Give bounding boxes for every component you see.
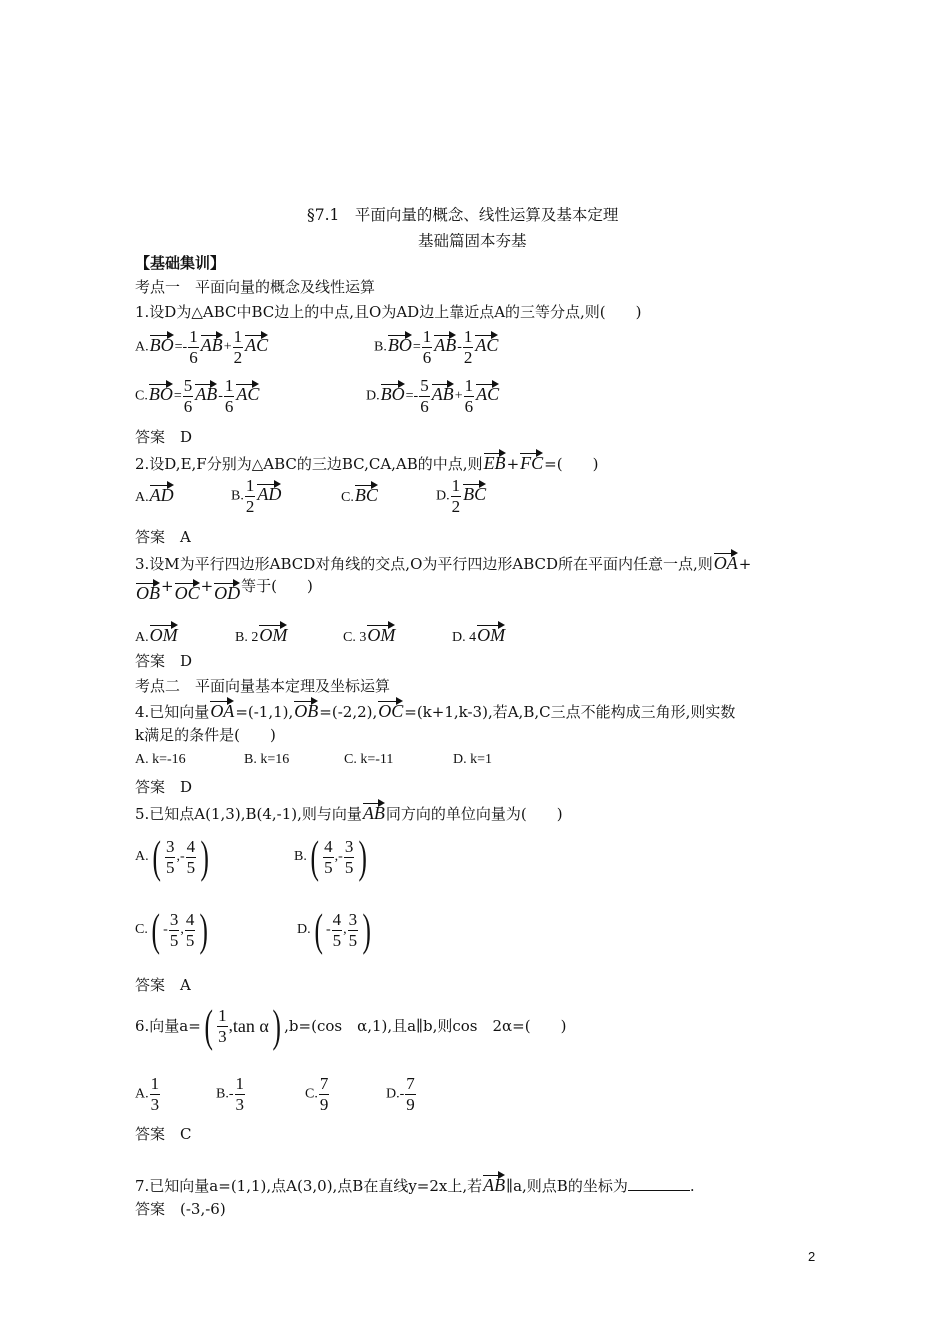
question-7-stem bbox=[135, 1170, 695, 1196]
fraction bbox=[185, 910, 196, 951]
numerator: 3 bbox=[165, 836, 175, 856]
numerator: 1 bbox=[233, 327, 243, 346]
stem-text: ∥a,则点B的坐标为 bbox=[506, 1177, 628, 1195]
option-label: D. bbox=[297, 922, 311, 937]
stem-text: 等于( ) bbox=[241, 577, 313, 595]
q4-option-b: B. k=16 bbox=[244, 752, 290, 767]
denominator: 2 bbox=[233, 348, 243, 367]
numerator: 3 bbox=[348, 909, 358, 929]
question-5-stem bbox=[135, 798, 563, 824]
symbol: , bbox=[180, 922, 184, 937]
page-subtitle: 基础篇固本夯基 bbox=[418, 232, 527, 250]
q5-option-c bbox=[135, 904, 212, 955]
numerator: 5 bbox=[420, 376, 429, 395]
fraction bbox=[348, 910, 359, 951]
left-paren: ( bbox=[310, 831, 319, 882]
vector-ab: AB bbox=[432, 379, 454, 405]
stem-text: 3.设M为平行四边形ABCD对角线的交点,O为平行四边形ABCD所在平面内任意一点,则 bbox=[135, 555, 713, 573]
q2-answer: 答案 A bbox=[135, 528, 191, 546]
q5-option-a bbox=[135, 831, 212, 882]
vector-oa: OA bbox=[714, 548, 738, 573]
stem-text: =(-1,1), bbox=[235, 703, 294, 721]
q2-option-b bbox=[231, 476, 282, 517]
fraction bbox=[419, 376, 430, 417]
fraction bbox=[224, 376, 235, 417]
stem-text: 2.设D,E,F分别为△ABC的三边BC,CA,AB的中点,则 bbox=[135, 455, 483, 473]
vector-bo: BO bbox=[381, 379, 405, 405]
option-label: B. 2 bbox=[235, 630, 259, 645]
vector-ob: OB bbox=[136, 578, 160, 603]
vector-ac: AC bbox=[245, 330, 268, 356]
denominator: 5 bbox=[324, 857, 333, 877]
fraction bbox=[165, 837, 176, 878]
fraction bbox=[186, 837, 197, 878]
left-paren: ( bbox=[151, 904, 160, 955]
symbol: + bbox=[506, 455, 520, 473]
option-label: C. bbox=[135, 388, 148, 404]
numerator: 1 bbox=[235, 1074, 245, 1093]
vector-ob: OB bbox=[294, 696, 318, 721]
fraction bbox=[323, 837, 334, 878]
q3-option-d bbox=[452, 620, 506, 646]
option-label: D. bbox=[386, 1086, 400, 1102]
denominator: 2 bbox=[451, 497, 461, 516]
topic-heading-1: 考点一 平面向量的概念及线性运算 bbox=[135, 278, 376, 296]
stem-text: 7.已知向量a=(1,1),点A(3,0),点B在直线y=2x上,若 bbox=[135, 1177, 483, 1195]
fraction bbox=[235, 1074, 246, 1115]
q3-answer: 答案 D bbox=[135, 652, 193, 670]
symbol: , bbox=[176, 849, 180, 864]
numerator: 4 bbox=[332, 909, 342, 929]
vector-bo: BO bbox=[150, 330, 174, 356]
numerator: 4 bbox=[186, 836, 196, 856]
symbol: + bbox=[200, 577, 214, 595]
section-label: 【基础集训】 bbox=[135, 254, 226, 272]
topic-heading-2: 考点二 平面向量基本定理及坐标运算 bbox=[135, 677, 391, 695]
numerator: 1 bbox=[451, 476, 461, 495]
symbol: - bbox=[399, 1086, 405, 1102]
option-label: D. bbox=[436, 488, 450, 504]
fraction bbox=[451, 476, 462, 517]
q1-option-b bbox=[374, 327, 499, 368]
symbol: =- bbox=[405, 388, 419, 404]
denominator: 3 bbox=[235, 1095, 245, 1114]
numerator: 4 bbox=[185, 909, 195, 929]
denominator: 5 bbox=[185, 930, 195, 950]
vector-ab: AB bbox=[483, 1170, 505, 1195]
denominator: 6 bbox=[464, 397, 474, 416]
symbol: , bbox=[343, 922, 347, 937]
symbol: - bbox=[338, 849, 343, 864]
q2-option-a bbox=[135, 480, 175, 506]
numerator: 7 bbox=[319, 1074, 329, 1093]
q3-option-a bbox=[135, 620, 179, 646]
denominator: 5 bbox=[186, 857, 196, 877]
denominator: 6 bbox=[189, 348, 198, 367]
fraction bbox=[344, 837, 355, 878]
symbol: - bbox=[228, 1086, 234, 1102]
option-label: C. bbox=[305, 1086, 318, 1102]
vector-om: OM bbox=[367, 620, 395, 646]
vector-od: OD bbox=[214, 578, 240, 603]
vector-ab: AB bbox=[434, 330, 456, 356]
option-label: C. 3 bbox=[343, 630, 367, 645]
question-4-stem-line2: k满足的条件是( ) bbox=[135, 726, 276, 744]
q1-option-d bbox=[366, 376, 500, 417]
numerator: 1 bbox=[464, 376, 474, 395]
fraction bbox=[332, 910, 343, 951]
denominator: 6 bbox=[422, 348, 432, 367]
q3-option-c bbox=[343, 620, 396, 646]
question-4-stem bbox=[135, 696, 735, 722]
denominator: 6 bbox=[224, 397, 234, 416]
symbol: = bbox=[412, 339, 421, 355]
fraction bbox=[464, 376, 475, 417]
q4-option-d: D. k=1 bbox=[453, 752, 493, 767]
numerator: 1 bbox=[224, 376, 234, 395]
q5-option-d bbox=[297, 904, 374, 955]
stem-text: 同方向的单位向量为( ) bbox=[385, 805, 563, 823]
numerator: 7 bbox=[406, 1074, 415, 1093]
answer-blank bbox=[628, 1178, 690, 1191]
vector-ad: AD bbox=[150, 480, 174, 506]
question-2-stem bbox=[135, 448, 598, 474]
symbol: = bbox=[173, 388, 182, 404]
stem-text: 4.已知向量 bbox=[135, 703, 210, 721]
page-title: §7.1 平面向量的概念、线性运算及基本定理 bbox=[307, 206, 619, 224]
fraction bbox=[150, 1074, 161, 1115]
denominator: 3 bbox=[218, 1026, 227, 1046]
q6-option-b bbox=[216, 1074, 246, 1115]
symbol: - bbox=[163, 922, 168, 937]
q4-option-a: A. k=-16 bbox=[135, 752, 186, 767]
option-label: A. bbox=[135, 490, 149, 505]
symbol: , bbox=[228, 1016, 233, 1035]
stem-text: ,b=(cos α,1),且a∥b,则cos 2α=( ) bbox=[284, 1017, 567, 1035]
denominator: 5 bbox=[165, 857, 175, 877]
q2-option-c bbox=[341, 480, 379, 506]
denominator: 2 bbox=[463, 348, 473, 367]
vector-bo: BO bbox=[388, 330, 412, 356]
vector-oc: OC bbox=[175, 578, 200, 603]
q7-answer: 答案 (-3,-6) bbox=[135, 1200, 226, 1218]
option-label: D. 4 bbox=[452, 630, 477, 645]
stem-text: 5.已知点A(1,3),B(4,-1),则与向量 bbox=[135, 805, 362, 823]
question-3-stem-line2 bbox=[135, 576, 313, 604]
symbol: + bbox=[454, 388, 463, 404]
denominator: 2 bbox=[245, 497, 255, 516]
numerator: 3 bbox=[169, 909, 179, 929]
numerator: 1 bbox=[150, 1074, 160, 1093]
q4-answer: 答案 D bbox=[135, 778, 193, 796]
option-label: B. bbox=[294, 849, 307, 864]
fraction bbox=[217, 1006, 228, 1047]
vector-bc: BC bbox=[463, 479, 486, 505]
vector-ad: AD bbox=[257, 479, 281, 505]
vector-ac: AC bbox=[236, 379, 259, 405]
numerator: 1 bbox=[189, 327, 198, 346]
option-label: A. bbox=[135, 1086, 149, 1102]
question-6-stem bbox=[135, 1000, 567, 1051]
vector-bc: BC bbox=[355, 480, 378, 506]
vector-ab: AB bbox=[195, 379, 217, 405]
fraction bbox=[183, 376, 194, 417]
option-label: A. bbox=[135, 339, 149, 355]
q1-option-a bbox=[135, 327, 269, 368]
fraction bbox=[422, 327, 433, 368]
q6-option-d bbox=[386, 1074, 417, 1115]
q6-option-c bbox=[305, 1074, 330, 1115]
symbol: + bbox=[738, 555, 752, 573]
vector-eb: EB bbox=[484, 448, 506, 473]
option-label: B. bbox=[231, 488, 244, 504]
vector-bo: BO bbox=[149, 379, 173, 405]
fraction bbox=[245, 476, 256, 517]
vector-om: OM bbox=[477, 620, 505, 646]
symbol: , bbox=[334, 849, 339, 864]
left-paren: ( bbox=[152, 831, 161, 882]
fraction bbox=[319, 1074, 330, 1115]
symbol: - bbox=[179, 849, 185, 864]
stem-text: =( ) bbox=[544, 455, 599, 473]
numerator: 1 bbox=[422, 327, 432, 346]
option-label: A. bbox=[135, 630, 149, 645]
numerator: 5 bbox=[183, 376, 193, 395]
option-label: D. bbox=[366, 388, 380, 404]
q6-option-a bbox=[135, 1074, 161, 1115]
fraction bbox=[463, 327, 474, 368]
q3-option-b bbox=[235, 620, 288, 646]
option-label: C. bbox=[135, 922, 148, 937]
stem-text: =(k+1,k-3),若A,B,C三点不能构成三角形,则实数 bbox=[404, 703, 736, 721]
q5-answer: 答案 A bbox=[135, 976, 191, 994]
denominator: 5 bbox=[344, 857, 354, 877]
vector-om: OM bbox=[150, 620, 178, 646]
symbol: + bbox=[161, 577, 174, 595]
option-label: B. bbox=[374, 339, 387, 355]
question-1-stem: 1.设D为△ABC中BC边上的中点,且O为AD边上靠近点A的三等分点,则( ) bbox=[135, 303, 642, 321]
right-paren: ) bbox=[199, 904, 209, 955]
numerator: 1 bbox=[245, 476, 255, 495]
symbol: =- bbox=[174, 339, 188, 355]
option-label: A. bbox=[135, 849, 149, 864]
denominator: 9 bbox=[406, 1095, 415, 1114]
vector-oc: OC bbox=[378, 696, 403, 721]
left-paren: ( bbox=[204, 1000, 213, 1051]
left-paren: ( bbox=[314, 904, 323, 955]
fraction bbox=[169, 910, 180, 951]
right-paren: ) bbox=[358, 831, 368, 882]
tan-alpha: tan α bbox=[232, 1016, 269, 1036]
question-3-stem bbox=[135, 548, 751, 574]
stem-text: . bbox=[689, 1177, 695, 1195]
vector-ab: AB bbox=[363, 798, 385, 823]
option-label: B. bbox=[216, 1086, 229, 1102]
page-number: 2 bbox=[808, 1249, 816, 1264]
right-paren: ) bbox=[272, 1000, 281, 1051]
q1-option-c bbox=[135, 376, 260, 417]
option-label: C. bbox=[341, 490, 354, 505]
symbol: - bbox=[325, 922, 331, 937]
q6-answer: 答案 C bbox=[135, 1125, 192, 1143]
vector-fc: FC bbox=[520, 448, 543, 473]
fraction bbox=[188, 327, 199, 368]
denominator: 5 bbox=[169, 930, 179, 950]
denominator: 5 bbox=[348, 930, 358, 950]
right-paren: ) bbox=[362, 904, 372, 955]
stem-text: 6.向量a= bbox=[135, 1017, 201, 1035]
right-paren: ) bbox=[200, 831, 210, 882]
symbol: - bbox=[457, 339, 462, 355]
q4-option-c: C. k=-11 bbox=[344, 752, 394, 767]
symbol: + bbox=[223, 339, 232, 355]
numerator: 3 bbox=[344, 836, 354, 856]
denominator: 6 bbox=[420, 397, 429, 416]
symbol: - bbox=[218, 388, 223, 404]
q5-option-b bbox=[294, 831, 371, 882]
fraction bbox=[405, 1074, 416, 1115]
vector-oa: OA bbox=[210, 696, 234, 721]
denominator: 9 bbox=[319, 1095, 329, 1114]
vector-ac: AC bbox=[476, 379, 499, 405]
denominator: 5 bbox=[332, 930, 342, 950]
vector-ab: AB bbox=[201, 330, 223, 356]
denominator: 6 bbox=[183, 397, 193, 416]
stem-text: =(-2,2), bbox=[319, 703, 378, 721]
fraction bbox=[233, 327, 244, 368]
numerator: 1 bbox=[463, 327, 473, 346]
q2-option-d bbox=[436, 476, 487, 517]
numerator: 4 bbox=[324, 836, 333, 856]
numerator: 1 bbox=[218, 1005, 227, 1025]
vector-om: OM bbox=[259, 620, 287, 646]
denominator: 3 bbox=[150, 1095, 160, 1114]
q1-answer: 答案 D bbox=[135, 428, 193, 446]
vector-ac: AC bbox=[475, 330, 498, 356]
